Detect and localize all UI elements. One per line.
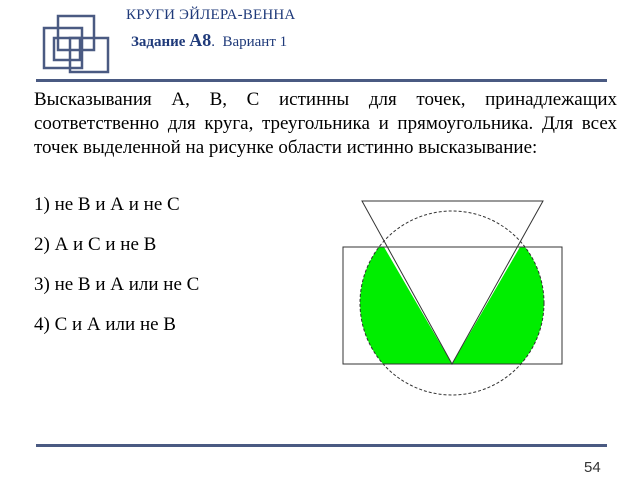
top-divider	[36, 79, 607, 82]
answer-options	[34, 193, 199, 353]
highlighted-region	[343, 247, 562, 364]
answer-option-1: 1) не В и А и не С	[34, 194, 180, 215]
task-number: А8	[189, 30, 212, 50]
euler-venn-figure	[335, 196, 570, 401]
variant-label: Вариант 1	[222, 34, 288, 50]
page-number: 54	[584, 459, 601, 476]
answer-option-2: 2) А и С и не В	[34, 234, 157, 255]
slide-subtitle	[131, 30, 287, 51]
task-suffix: .	[211, 34, 215, 50]
answer-option-4: 4) С и А или не В	[34, 314, 176, 335]
bottom-divider	[36, 444, 607, 447]
answer-option-3: 3) не В и А или не С	[34, 274, 200, 295]
question-text: Высказывания А, В, С истинны для точек, принадлежащих соответственно для круга, треугольника и прямоугольника. Для всех точек выделенной на рисунке области истинно высказывание:	[34, 89, 617, 158]
logo-icon	[36, 14, 116, 78]
slide-title: КРУГИ ЭЙЛЕРА-ВЕННА	[126, 7, 296, 23]
task-label: Задание	[131, 34, 186, 50]
